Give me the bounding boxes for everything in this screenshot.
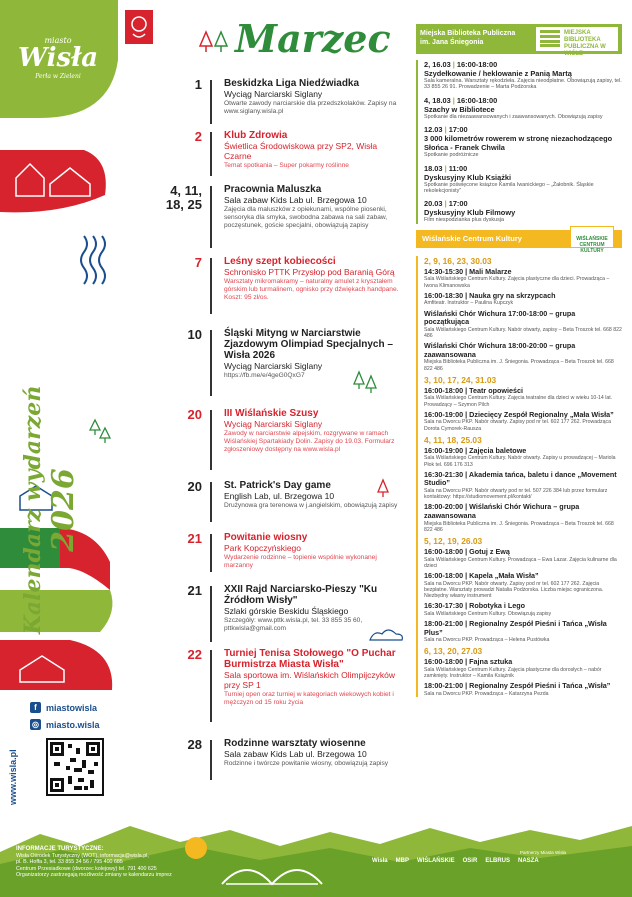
event-description: Drużynowa gra terenowa w j.angielskim, obowiązują zapisy — [224, 502, 398, 509]
event-title: Powitanie wiosny — [224, 532, 308, 543]
library-event: 20.03 | 17:00 Dyskusyjny Klub Filmowy Film niespodzianka plus dyskusja — [424, 199, 622, 223]
event-day: 4, 11, 18, 25 — [165, 183, 202, 212]
wck-event-desc: Sala Wiślańskiego Centrum Kultury. Obowiązują zapisy — [424, 610, 552, 617]
event-location: Szlaki górskie Beskidu Śląskiego — [224, 606, 349, 616]
event-day: 28 — [187, 737, 202, 752]
instagram-icon: ◎ — [30, 719, 41, 730]
logo-tagline: Perła w Zieleni — [35, 73, 81, 80]
facebook-link[interactable] — [30, 702, 100, 713]
event-divider — [210, 132, 212, 176]
event-description: Otwarte zawody narciarskie dla przedszkolaków. Zapisy na www.siglany.wisla.pl — [224, 100, 397, 115]
wck-event-desc: Amfiteatr. Instruktor – Paulina Kupczyk — [424, 300, 514, 307]
event-description: Szczegóły: www.pttk.wisla.pl, tel. 33 855 35 60, pttkwisla@gmail.com — [224, 617, 363, 632]
event-location: Wyciąg Narciarski Siglany — [224, 419, 323, 429]
partner-logos — [372, 858, 539, 864]
vertical-title — [20, 300, 80, 720]
wck-event-title: 18:00-20:00 | Wiślański Chór Wichura – grupa zaawansowana — [424, 502, 580, 521]
event-divider — [210, 186, 212, 248]
wck-event-title: Wiślański Chór Wichura 18:00-20:00 – grupa zaawansowana — [424, 341, 576, 359]
library-event-date: 2, 16.03 — [424, 60, 451, 69]
event-description: Zajęcia dla maluszków z opiekunami, wspólne piosenki, sensoryka dla smyka, swobodna zabawa na sali zabaw, poczęstunek, goście specjalni, obowiązują zapisy — [224, 206, 388, 229]
right-column — [416, 24, 622, 700]
event-day: 21 — [187, 583, 202, 598]
library-event-title: Szydełkowanie / heklowanie z Panią Martą — [424, 69, 572, 78]
wck-event-desc: Sala Wiślańskiego Centrum Kultury. Nabór otwarty, zapisy – Beta Troszok tel. 668 822 486 — [424, 326, 622, 340]
wck-event-title: 16:00-18:30 | Nauka gry na skrzypcach — [424, 290, 556, 300]
wck-group-date: 2, 9, 16, 23, 30.03 — [424, 255, 492, 266]
wck-group-date: 6, 13, 20, 27.03 — [424, 646, 483, 657]
library-event: 18.03 | 11:00 Dyskusyjny Klub Książki Spotkanie poświęcone książce Kamila Iwanickiego – „Żałobnik. Śląskie rekolekcjonisty” — [424, 164, 622, 195]
wck-event — [424, 268, 622, 289]
wck-event-title: 18:00-21:00 | Regionalny Zespół Pieśni i Tańca „Wisła Plus” — [424, 619, 607, 637]
library-event-title: Szachy w Bibliotece — [424, 104, 495, 114]
wck-group — [424, 435, 622, 533]
event-description: Rodzinne i twórcze powitanie wiosny, obowiązują zapisy — [224, 760, 389, 767]
facebook-icon: f — [30, 702, 41, 713]
wck-event-desc: Sala Wiślańskiego Centrum Kultury. Prowadząca – Ewa Lazar. Zajęcia kulinarne dla dzieci — [424, 556, 617, 569]
event-location: Świetlica Środowiskowa przy SP2, Wisła Czarne — [224, 141, 378, 161]
event-description: Warsztaty mikromakramy – naturalny amulet z kryształem górskim lub turmalinem, ognisko przy dźwiękach handpane. Koszt: 95 zł/os. — [224, 278, 399, 301]
event-title: Beskidzka Liga Niedźwiadka — [224, 78, 360, 89]
event-location: Wyciąg Narciarski Siglany — [224, 361, 323, 371]
event-divider — [210, 740, 212, 780]
partner-logo: WIŚLAŃSKIE — [416, 858, 455, 864]
wck-event — [424, 411, 622, 432]
event-location: Sala zabaw Kids Lab ul. Brzegowa 10 — [224, 749, 367, 759]
wck-event-title: 14:30-15:30 | Mali Malarze — [424, 266, 512, 276]
wck-event-desc: Sala Wiślańskiego Centrum Kultury. Zajęcia plastyczne dla dzieci. Prowadząca – Iwona Klimanowska — [424, 276, 610, 289]
library-event: 12.03 | 17:00 3 000 kilometrów rowerem w stronę niezachodzącego Słońca - Franek Chwila Spotkanie podróżnicze — [424, 125, 622, 158]
wck-event — [424, 572, 622, 599]
event-day: 20 — [187, 407, 202, 422]
library-event-title: 3 000 kilometrów rowerem w stronę niezachodzącego Słońca - Franek Chwila — [424, 134, 613, 153]
event-day: 2 — [194, 129, 202, 144]
partner-logo: Wisła — [372, 858, 388, 864]
event-description: Turniej open oraz turniej w kategoriach wiekowych kobiet i mężczyzn od 15 roku życia — [224, 691, 394, 706]
event-description[interactable]: https://fb.me/e/4geG0QxG7 — [224, 372, 305, 379]
wck-event — [424, 548, 622, 569]
header-decor — [125, 10, 235, 60]
wck-event — [424, 503, 622, 533]
wck-event-desc: Sala na Dworcu PKP. Nabór otwarty. Zapisy pod nr tel. 602 177 262. Prowadząca Dorota Cymorek-Rausza — [424, 419, 611, 432]
wck-event-title: 16:00-18:00 | Teatr opowieści — [424, 385, 523, 395]
event-title: XXII Rajd Narciarsko-Pieszy "Ku Źródłom Wisły" — [224, 584, 378, 606]
event-description: Zawody w narciarstwie alpejskim, rozgrywane w ramach Wiślańskiej Spartakiady Dolin. Zapisy do 19.03. Formularz zgłoszeniowy dostępny na www.wisla.pl — [224, 430, 395, 453]
tourist-info-title: INFORMACJE TURYSTYCZNE: — [16, 846, 104, 852]
library-logo-text: MIEJSKA BIBLIOTEKA PUBLICZNA W WIŚLE — [564, 30, 606, 57]
library-event-time: 16:00-18:00 — [456, 95, 498, 105]
library-book-icon — [540, 30, 560, 47]
library-event-title: Dyskusyjny Klub Książki — [424, 172, 512, 182]
partner-logo: NASZA — [517, 858, 539, 864]
event-description: Temat spotkania – Super pokarmy roślinne — [224, 162, 349, 169]
event-divider — [210, 410, 212, 470]
wck-event — [424, 342, 622, 372]
website-link[interactable]: www.wisla.pl — [8, 749, 18, 805]
tourist-info-line: Centrum Przesiadkowe (dworzec kolejowy) tel. 791 400 625 — [16, 865, 157, 872]
wck-logo: WIŚLAŃSKIE CENTRUM KULTURY — [570, 226, 614, 248]
wck-event-title: 16:00-19:00 | Zajęcia baletowe — [424, 445, 527, 455]
library-event-date: 18.03 — [424, 163, 443, 173]
wck-events — [416, 256, 622, 697]
event-3 — [150, 184, 395, 256]
event-location: English Lab, ul. Brzegowa 10 — [224, 491, 335, 501]
city-logo — [8, 36, 108, 80]
wck-event — [424, 447, 622, 468]
wck-name: Wiślańskie Centrum Kultury — [422, 233, 522, 243]
event-title: III Wiślańskie Szusy — [224, 408, 319, 419]
event-divider — [210, 650, 212, 722]
library-event-desc: Spotkanie podróżnicze — [424, 152, 479, 159]
tourist-info-line: pl. B. Hoffa 3, tel. 33 855 34 56 / 795 400 685 — [16, 859, 123, 865]
library-event: 2, 16.03 | 16:00-18:00 Szydełkowanie / heklowanie z Panią Martą Sala kameralna. Warsztaty rękodzieła. Zajęcia nieodpłatne. Obowiązują zapisy, tel. 33 855 26 91. Prowadzenie – Marta Podżorska — [424, 60, 622, 91]
event-title: Turniej Tenisa Stołowego "O Puchar Burmistrza Miasta Wisła" — [224, 648, 396, 670]
tourist-info — [16, 846, 201, 879]
library-event-title: Dyskusyjny Klub Filmowy — [424, 208, 516, 218]
library-logo — [536, 27, 618, 57]
wck-group-date: 3, 10, 17, 24, 31.03 — [424, 374, 497, 385]
event-body — [224, 256, 400, 302]
event-day: 20 — [187, 479, 202, 494]
wck-event — [424, 620, 622, 643]
vertical-title-year: 2026 — [46, 468, 81, 552]
event-title: Śląski Mityng w Narciarstwie Zjazdowym Olimpiad Specjalnych – Wisła 2026 — [224, 328, 393, 361]
wck-event-title: 16:30-21:30 | Akademia tańca, baletu i dance „Movement Studio” — [424, 469, 617, 488]
wck-event-desc: Sala Wiślańskiego Centrum Kultury. Zajęcia plastyczne dla dorosłych – nabór zamknięty. Instruktor – Kamila Książnik — [424, 667, 602, 680]
library-header — [416, 24, 622, 57]
wck-event-desc: Sala na Dworcu PKP. Prowadząca – Helena Pustówka — [424, 637, 550, 644]
wck-event — [424, 658, 622, 679]
social-links — [30, 702, 100, 736]
wck-event-title: 16:00-18:00 | Kapela „Mała Wisła” — [424, 571, 539, 581]
wck-event-title: 16:00-19:00 | Dziecięcy Zespół Regionalny „Mała Wisła” — [424, 409, 614, 419]
wck-event-desc: Sala Wiślańskiego Centrum Kultury. Nabór otwarty. Zapisy u prowadzącej – Mariola Płok tel. 696 176 313 — [424, 455, 616, 468]
wck-event-title: 18:00-21:00 | Regionalny Zespół Pieśni i Tańca „Wisła” — [424, 681, 611, 691]
event-divider — [210, 258, 212, 314]
wck-event-desc: Miejska Biblioteka Publiczna im. J. Śniegonia. Prowadząca – Beta Troszok tel. 668 822 486 — [424, 520, 614, 533]
event-day: 10 — [187, 327, 202, 342]
wck-group — [424, 536, 622, 643]
library-event-date: 4, 18.03 — [424, 95, 451, 105]
event-title: Klub Zdrowia — [224, 130, 288, 141]
wck-event — [424, 682, 622, 697]
event-divider — [210, 534, 212, 572]
event-location: Schronisko PTTK Przysłop pod Baranią Górą — [224, 267, 395, 277]
library-event-desc: Sala kameralna. Warsztaty rękodzieła. Zajęcia nieodpłatne. Obowiązują zapisy, tel. 33 855 26 91. Prowadzenie – Marta Podżorska — [424, 78, 622, 91]
month-title: Marzec — [235, 16, 391, 61]
library-event-time: 17:00 — [448, 125, 468, 135]
event-body — [224, 184, 400, 230]
event-day: 1 — [194, 77, 202, 92]
logo-wisla: Wisła — [17, 43, 99, 73]
wck-group — [424, 646, 622, 697]
partner-logo: ELBRUS — [485, 858, 510, 864]
library-event-date: 12.03 — [424, 125, 443, 135]
wck-group — [424, 256, 622, 372]
wck-event — [424, 292, 622, 307]
left-band — [0, 0, 120, 897]
wck-event-desc: Sala na Dworcu PKP. Nabór otwarty pod nr tel. 507 226 384 lub przez formularz kontaktowy: https://studiomovement.pl/kontakt/ — [424, 488, 608, 501]
event-location: Park Kopczyńskiego — [224, 543, 302, 553]
facebook-handle: miastowisla — [46, 702, 98, 713]
library-event: 4, 18.03 | 16:00-18:00 Szachy w Bibliotece Spotkanie dla niezaawansowanych i zaawansowanych. Obowiązują zapisy — [424, 96, 622, 120]
qr-code — [46, 738, 104, 796]
event-divider — [210, 80, 212, 124]
library-event-desc: Film niespodzianka plus dyskusja — [424, 217, 504, 224]
event-2 — [150, 130, 395, 182]
library-event-time: 17:00 — [448, 199, 468, 209]
event-location: Sala zabaw Kids Lab ul. Brzegowa 10 — [224, 195, 367, 205]
library-events — [416, 60, 622, 224]
event-title: Leśny szept kobiecości — [224, 256, 336, 267]
wck-event-desc: Miejska Biblioteka Publiczna im. J. Śniegonia. Prowadząca – Beta Troszok tel. 668 822 486 — [424, 359, 614, 372]
wck-event-desc: Sala na Dworcu PKP. Nabór otwarty. Zapisy pod nr tel. 602 177 262. Zajęcia bezpłatne. Warsztaty prowadzi Natalia Podżorska. Liczba miejsc ograniczona. Niezbędny własny instrument — [424, 580, 604, 600]
partner-logo: OSiR — [462, 858, 478, 864]
event-divider — [210, 586, 212, 642]
event-title: Rodzinne warsztaty wiosenne — [224, 738, 366, 749]
wck-group-date: 4, 11, 18, 25.03 — [424, 434, 482, 445]
event-location: Wyciąg Narciarski Siglany — [224, 89, 323, 99]
event-location: Sala sportowa im. Wiślańskich Olimpijczyków przy SP 1 — [224, 670, 395, 690]
event-body — [224, 78, 400, 116]
event-description: Wydarzenie rodzinne – topienie wspólnie wykonanej marzanny — [224, 554, 377, 569]
tourist-info-line: Wisła Ośrodek Turystyczny (WOT), informacja@wisla.pl, — [16, 852, 149, 859]
vertical-title-line1: Kalendarz wydarzeń — [20, 385, 46, 635]
partner-logo: MBP — [395, 858, 409, 864]
event-1 — [150, 78, 395, 128]
instagram-handle: miasto.wisla — [46, 719, 100, 730]
library-event-desc: Spotkanie poświęcone książce Kamila Iwanickiego – „Żałobnik. Śląskie rekolekcjonisty” — [424, 181, 594, 195]
library-name: Miejska Biblioteka Publiczna im. Jana Śniegonia — [420, 30, 516, 46]
wck-event-desc: Sala Wiślańskiego Centrum Kultury. Zajęcia teatralne dla dzieci w wieku 10-14 lat. Prowadzący – Szymon Pilch — [424, 395, 613, 408]
event-body — [224, 130, 400, 170]
wck-group — [424, 375, 622, 432]
event-day: 22 — [187, 647, 202, 662]
event-day: 7 — [194, 255, 202, 270]
library-event-time: 11:00 — [448, 163, 468, 173]
event-title: St. Patrick's Day game — [224, 480, 331, 491]
wck-event — [424, 602, 622, 617]
partners-title: Partnerzy Miasta Wisła — [520, 850, 567, 855]
wck-event — [424, 387, 622, 408]
tourist-info-note: Organizatorzy zastrzegają możliwość zmiany w kalendarzu imprez — [16, 872, 172, 878]
wck-header — [416, 230, 622, 254]
logo-miasto: miasto — [44, 36, 72, 45]
wck-event — [424, 310, 622, 340]
wck-group-date: 5, 12, 19, 26.03 — [424, 536, 483, 547]
instagram-link[interactable] — [30, 719, 100, 730]
library-event-date: 20.03 — [424, 199, 443, 209]
library-event-time: 16:00-18:00 — [456, 60, 498, 69]
wck-event-desc: Sala na Dworcu PKP. Prowadząca – Katarzyna Pezda — [424, 691, 549, 697]
event-day: 21 — [187, 531, 202, 546]
wck-event-title: 16:00-18:00 | Fajna sztuka — [424, 657, 513, 667]
event-divider — [210, 482, 212, 522]
event-4 — [150, 255, 399, 320]
wck-event-title: 16:30-17:30 | Robotyka i Lego — [424, 601, 526, 611]
wck-event-title: 16:00-18:00 | Gotuj z Ewą — [424, 547, 510, 557]
wck-event-title: Wiślański Chór Wichura 17:00-18:00 – grupa początkująca — [424, 308, 576, 327]
library-event-desc: Spotkanie dla niezaawansowanych i zaawansowanych. Obowiązują zapisy — [424, 113, 603, 120]
event-title: Pracownia Maluszka — [224, 184, 322, 195]
events-decor — [340, 370, 410, 790]
wck-event — [424, 471, 622, 501]
event-divider — [210, 330, 212, 396]
